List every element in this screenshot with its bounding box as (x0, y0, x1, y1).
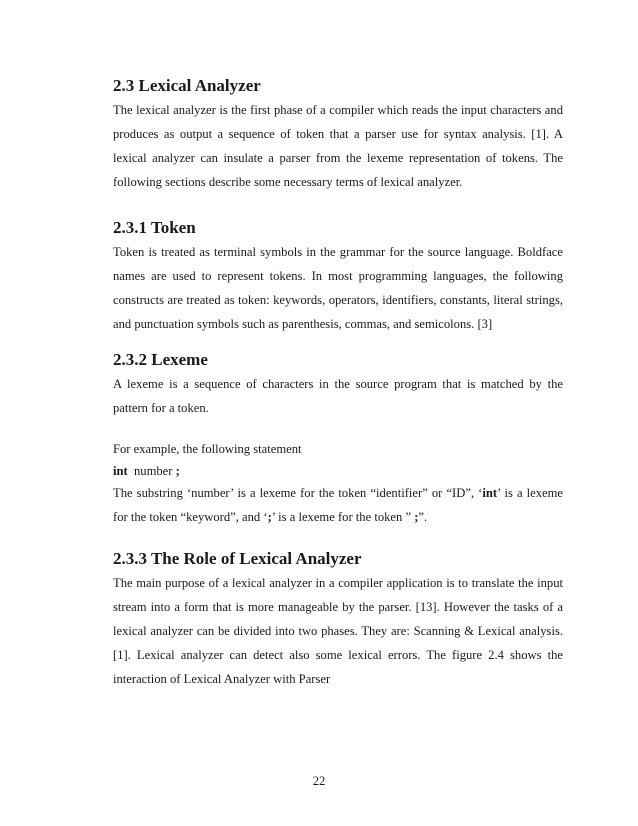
lexical-analyzer-paragraph: The lexical analyzer is the first phase of a compiler which reads the input characters and produces as output a sequence of token that a parser use for syntax analysis. [1]. A lexical analyzer can insulate a parser from the lexeme representation of tokens. The following sections describe some necessary terms of lexical analyzer. (113, 103, 563, 189)
lexeme-explanation (113, 481, 563, 529)
code-terminator: ; (175, 464, 180, 478)
code-identifier: number (134, 464, 173, 478)
role-paragraph: The main purpose of a lexical analyzer in a compiler application is to translate the input stream into a form that is more manageable by the parser. [13]. However the tasks of a lexical analyzer can be divided into two phases. They are: Scanning & Lexical analysis. [1]. Lexical analyzer can detect also some lexical errors. The figure 2.4 shows the interaction of Lexical Analyzer with Parser (113, 576, 563, 686)
explanation-int-bold: int (482, 486, 498, 500)
explanation-semicolon-bold-1: ; (267, 510, 272, 524)
section-heading-token: 2.3.1 Token (113, 218, 196, 237)
code-keyword: int (113, 464, 128, 478)
example-intro: For example, the following statement (113, 442, 302, 456)
section-heading-lexeme: 2.3.2 Lexeme (113, 350, 208, 369)
explanation-semicolon-bold-2: ; (414, 510, 419, 524)
explanation-text-3: ’ is a lexeme for the token ” (271, 510, 415, 524)
explanation-text-4: ”. (418, 510, 428, 524)
lexeme-paragraph: A lexeme is a sequence of characters in the source program that is matched by the pattern for a token. (113, 377, 563, 415)
explanation-text-1: The substring ‘number’ is a lexeme for the token “identifier” or “ID”, ‘ (113, 486, 483, 500)
section-heading-role: 2.3.3 The Role of Lexical Analyzer (113, 549, 362, 568)
page-number: 22 (312, 774, 326, 788)
token-paragraph: Token is treated as terminal symbols in the grammar for the source language. Boldface names are used to represent tokens. In most programming languages, the following constructs are treated as token: keywords, operators, identifiers, constants, literal strings, and punctuation symbols such as parenthesis, commas, and semicolons. [3] (113, 245, 563, 331)
section-heading-lexical-analyzer: 2.3 Lexical Analyzer (113, 76, 261, 95)
explanation-text-2: ’ is a lexeme for the token “keyword”, and ‘ (113, 486, 564, 524)
code-example (113, 459, 180, 483)
